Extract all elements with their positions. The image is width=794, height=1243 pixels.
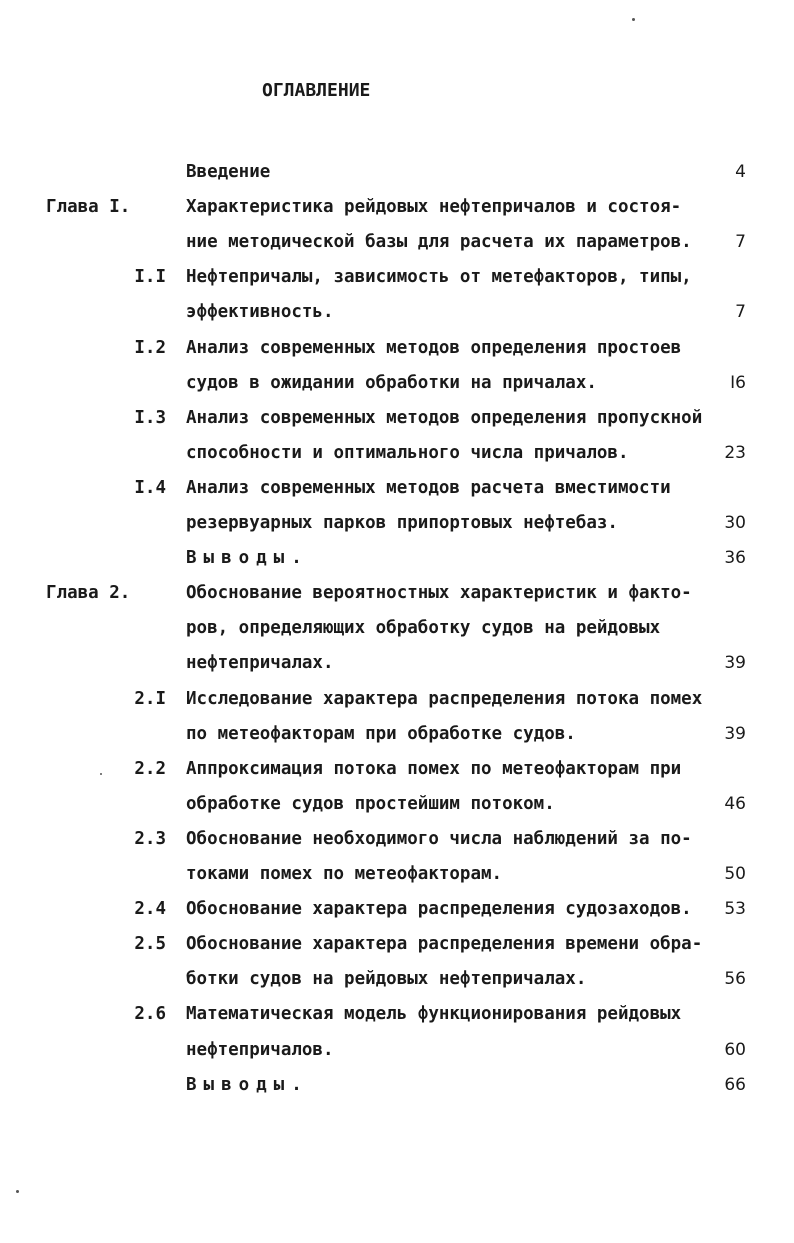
toc-line <box>0 895 794 923</box>
toc-line <box>0 228 794 256</box>
toc-entry-text: ние методической базы для расчета их параметров. <box>186 232 692 253</box>
toc-entry-text: судов в ожидании обработки на причалах. <box>186 372 597 393</box>
toc-section-number: I.3 <box>134 407 166 428</box>
toc-section-number: I.I <box>134 267 166 288</box>
toc-entry-text: Математическая модель функционирования рейдовых <box>186 1004 682 1025</box>
toc-page-number: 7 <box>735 302 746 323</box>
toc-entry-text: Выводы. <box>186 548 309 569</box>
toc-line <box>0 1071 794 1099</box>
toc-page-number: 53 <box>724 899 746 920</box>
toc-line <box>0 404 794 432</box>
toc-page-number: 4 <box>735 162 746 182</box>
scan-speck <box>100 773 102 775</box>
toc-page-number: 30 <box>724 513 746 533</box>
toc-line <box>0 439 794 467</box>
toc-page-number: I6 <box>730 372 746 393</box>
toc-line <box>0 614 794 642</box>
toc-page-number: 46 <box>724 793 746 814</box>
toc-page-number: 39 <box>724 723 746 744</box>
toc-entry-text: Нефтепричалы, зависимость от метефакторов, типы, <box>186 267 692 288</box>
toc-line <box>0 755 794 783</box>
toc-section-number: I.4 <box>134 477 166 498</box>
toc-line <box>0 193 794 221</box>
toc-line <box>0 649 794 677</box>
toc-entry-text: Обоснование характера распределения судозаходов. <box>186 899 692 920</box>
toc-page-number: 50 <box>724 864 746 884</box>
toc-line <box>0 334 794 362</box>
toc-entry-text: Аппроксимация потока помех по метеофакторам при <box>186 758 682 779</box>
toc-entry-text: Обоснование характера распределения времени обра- <box>186 934 703 955</box>
toc-line <box>0 1000 794 1028</box>
toc-page-number: 66 <box>724 1074 746 1095</box>
toc-entry-text: Введение <box>186 162 271 182</box>
toc-entry-text: ботки судов на рейдовых нефтепричалах. <box>186 969 587 990</box>
toc-line <box>0 544 794 572</box>
toc-entry-text: токами помех по метеофакторам. <box>186 864 503 884</box>
toc-heading: ОГЛАВЛЕНИЕ <box>262 80 371 101</box>
toc-line <box>0 930 794 958</box>
toc-page-number: 36 <box>724 548 746 569</box>
toc-entry-text: резервуарных парков припортовых нефтебаз. <box>186 513 618 533</box>
toc-line <box>0 298 794 326</box>
toc-entry-text: эффективность. <box>186 302 334 323</box>
toc-page-number: 7 <box>735 232 746 253</box>
toc-entry-text: Исследование характера распределения потока помех <box>186 688 703 709</box>
toc-entry-text: ров, определяющих обработку судов на рейдовых <box>186 618 661 639</box>
toc-section-number: 2.2 <box>134 758 166 779</box>
toc-section-number: 2.4 <box>134 899 166 920</box>
toc-section-number: 2.5 <box>134 934 166 955</box>
toc-line <box>0 790 794 818</box>
toc-entry-text: Характеристика рейдовых нефтепричалов и состоя- <box>186 197 682 218</box>
toc-chapter-label: Глава 2. <box>46 583 131 604</box>
toc-entry-text: Обоснование вероятностных характеристик и факто- <box>186 583 692 604</box>
toc-section-number: 2.3 <box>134 828 166 849</box>
toc-entry-text: нефтепричалах. <box>186 653 334 674</box>
toc-chapter-label: Глава I. <box>46 197 131 218</box>
toc-line <box>0 474 794 502</box>
toc-page-number: 56 <box>724 969 746 990</box>
toc-line <box>0 965 794 993</box>
toc-line <box>0 509 794 537</box>
toc-line <box>0 158 794 186</box>
toc-entry-text: Обоснование необходимого числа наблюдений за по- <box>186 828 692 849</box>
toc-line <box>0 825 794 853</box>
toc-section-number: 2.I <box>134 688 166 709</box>
toc-entry-text: по метеофакторам при обработке судов. <box>186 723 576 744</box>
toc-page-number: 39 <box>724 653 746 674</box>
toc-entry-text: Анализ современных методов определения простоев <box>186 337 682 358</box>
toc-page-number: 23 <box>724 442 746 463</box>
scan-speck <box>632 18 635 21</box>
toc-entry-text: Анализ современных методов расчета вместимости <box>186 477 671 498</box>
toc-section-number: 2.6 <box>134 1004 166 1025</box>
toc-line <box>0 720 794 748</box>
toc-line <box>0 579 794 607</box>
toc-section-number: I.2 <box>134 337 166 358</box>
toc-line <box>0 685 794 713</box>
toc-line <box>0 369 794 397</box>
toc-entry-text: способности и оптимального числа причалов. <box>186 442 629 463</box>
toc-line <box>0 860 794 888</box>
toc-entry-text: Анализ современных методов определения пропускной <box>186 407 703 428</box>
toc-line <box>0 1036 794 1064</box>
toc-line <box>0 263 794 291</box>
toc-entry-text: обработке судов простейшим потоком. <box>186 793 555 814</box>
scan-speck <box>16 1190 19 1193</box>
toc-page-number: 60 <box>724 1039 746 1060</box>
toc-entry-text: нефтепричалов. <box>186 1039 334 1060</box>
toc-entry-text: Выводы. <box>186 1074 309 1095</box>
